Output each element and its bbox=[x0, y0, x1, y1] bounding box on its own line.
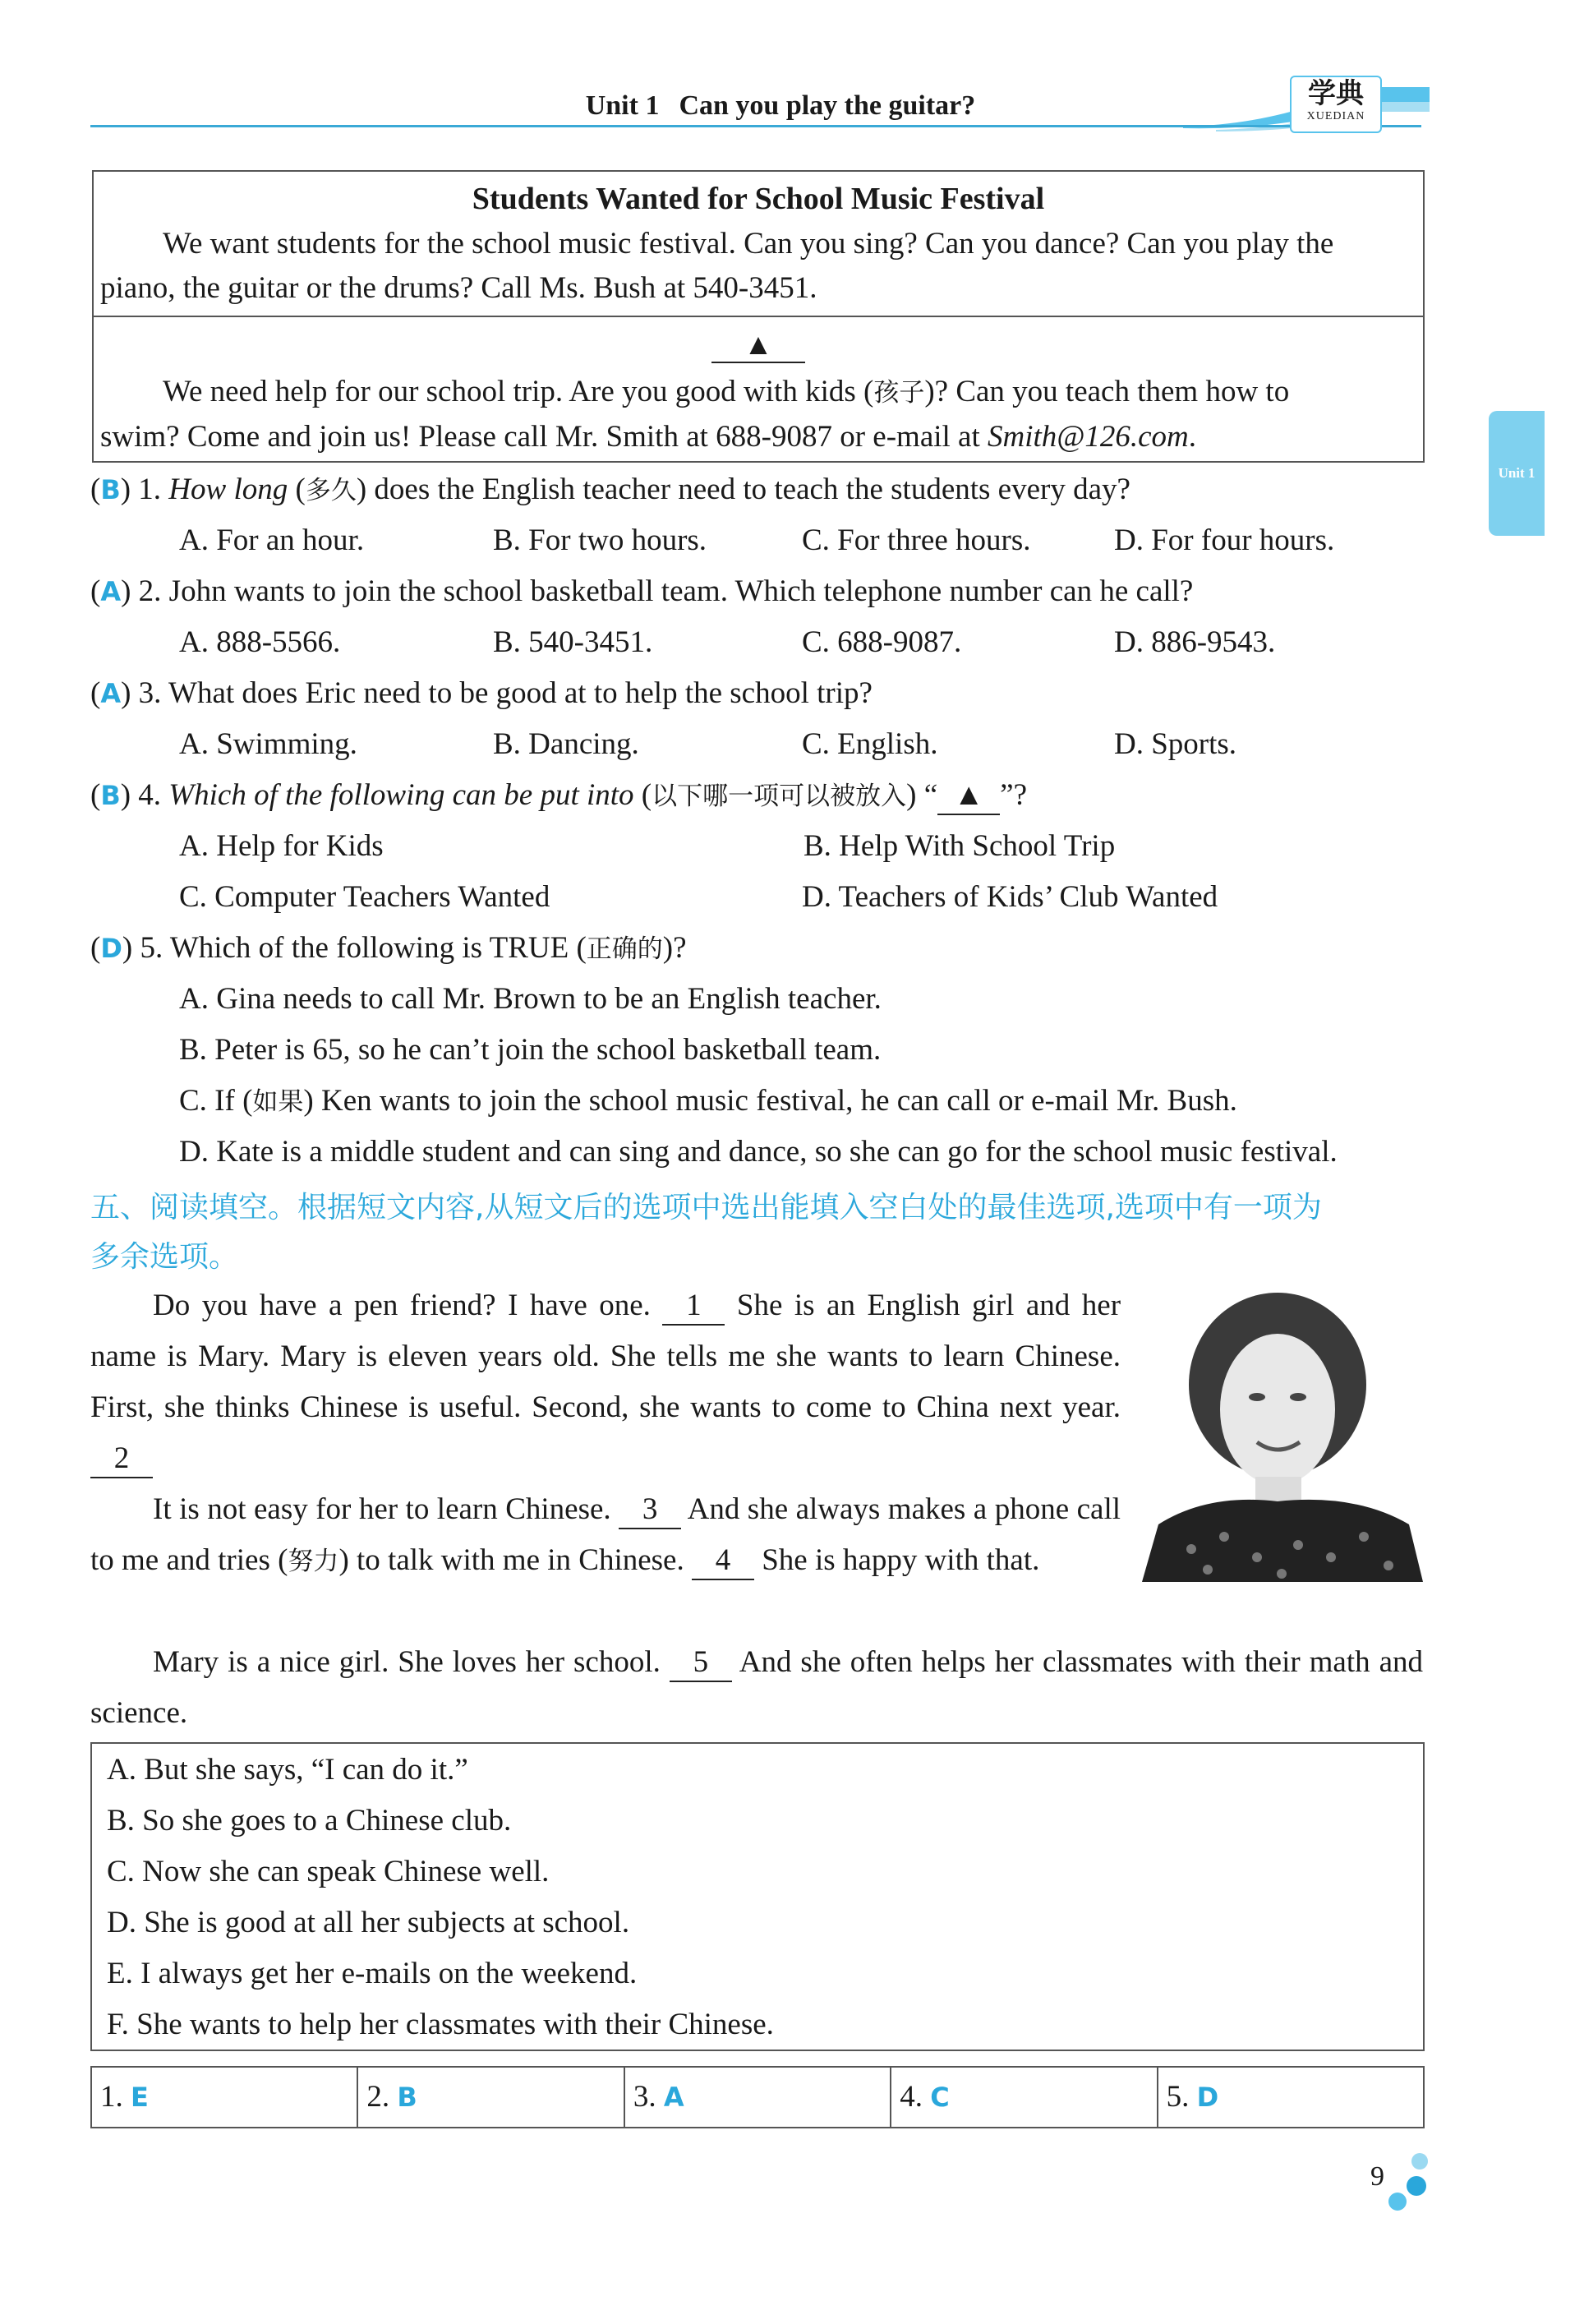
blank-4: 4 bbox=[692, 1542, 754, 1580]
choice-d: D. She is good at all her subjects at school. bbox=[107, 1906, 630, 1939]
section-5-title-line1: 五、阅读填空。根据短文内容,从短文后的选项中选出能填入空白处的最佳选项,选项中有一项为 bbox=[90, 1191, 1322, 1224]
question-number: 4. bbox=[138, 778, 162, 812]
p2b: And she always makes a phone call to me and tries ( bbox=[90, 1492, 1121, 1577]
question-number: 2. bbox=[138, 574, 162, 608]
answer-cell bbox=[625, 2068, 891, 2127]
answer-cell bbox=[358, 2068, 624, 2127]
question-2: (A) 2. John wants to join the school basketball team. Which telephone number can he call? bbox=[90, 574, 1194, 608]
passage-para-3 bbox=[90, 1637, 1423, 1739]
p2c: ) to talk with me in Chinese. bbox=[338, 1543, 684, 1577]
answer-5: D bbox=[100, 933, 122, 964]
brand-en: XUEDIAN bbox=[1306, 110, 1365, 122]
p2-cn: 努力 bbox=[288, 1547, 339, 1576]
ad2-line1a: We need help for our school trip. Are you good with kids ( bbox=[163, 375, 874, 408]
ad1-line2: piano, the guitar or the drums? Call Ms. Bush at 540-3451. bbox=[100, 271, 817, 305]
brand-cn: 学典 bbox=[1308, 77, 1364, 110]
q2-option-c: C. 688-9087. bbox=[802, 625, 962, 659]
ad2-line2b: . bbox=[1188, 420, 1196, 454]
answer-cell bbox=[891, 2068, 1158, 2127]
q2-option-a: A. 888-5566. bbox=[179, 625, 341, 659]
ad1-line1: We want students for the school music festival. Can you sing? Can you dance? Can you play the bbox=[163, 227, 1334, 261]
ad2-body bbox=[100, 370, 1415, 459]
ad2-email: Smith@126.com bbox=[988, 420, 1189, 454]
passage-para-2 bbox=[90, 1484, 1121, 1587]
unit-label: Unit 1 bbox=[585, 90, 660, 121]
question-3-stem: What does Eric need to be good at to help the school trip? bbox=[168, 676, 873, 710]
girl-portrait-image bbox=[1142, 1286, 1423, 1582]
q1-option-d: D. For four hours. bbox=[1114, 523, 1335, 557]
q4-option-d: D. Teachers of Kids’ Club Wanted bbox=[802, 880, 1218, 914]
question-1-italic: How long bbox=[168, 473, 288, 506]
ad1-title: Students Wanted for School Music Festival bbox=[472, 182, 1045, 216]
question-5-stem-a: Which of the following is TRUE ( bbox=[169, 931, 587, 965]
question-number: 5. bbox=[140, 931, 163, 965]
p1a: Do you have a pen friend? I have one. bbox=[153, 1289, 651, 1322]
ad1-body bbox=[100, 222, 1415, 311]
q5-option-c bbox=[179, 1083, 1237, 1120]
q5-option-c-rest: ) Ken wants to join the school music festival, he can call or e-mail Mr. Bush. bbox=[303, 1084, 1237, 1118]
answer-1: B bbox=[100, 474, 121, 505]
question-number: 1. bbox=[138, 473, 162, 506]
section-5-title bbox=[90, 1183, 1438, 1282]
q2-option-b: B. 540-3451. bbox=[493, 625, 653, 659]
answer-cell-num: 4. bbox=[900, 2080, 923, 2114]
answer-table bbox=[90, 2066, 1425, 2128]
q5-option-c-cn: 如果 bbox=[252, 1087, 304, 1117]
q2-option-d: D. 886-9543. bbox=[1114, 625, 1276, 659]
question-3: (A) 3. What does Eric need to be good at to help the school trip? bbox=[90, 676, 873, 710]
p2d: She is happy with that. bbox=[762, 1543, 1040, 1577]
answer-4: B bbox=[100, 780, 121, 811]
question-5-stem-b: )? bbox=[662, 931, 687, 965]
unit-title: Can you play the guitar? bbox=[679, 90, 976, 121]
q4-option-b: B. Help With School Trip bbox=[804, 829, 1116, 863]
ad2-line1b: )? Can you teach them how to bbox=[924, 375, 1290, 408]
page-header-title bbox=[493, 90, 1068, 122]
answer-cell-val: D bbox=[1196, 2082, 1219, 2113]
choice-a: A. But she says, “I can do it.” bbox=[107, 1753, 468, 1787]
q3-option-c: C. English. bbox=[802, 727, 938, 761]
q1-option-a: A. For an hour. bbox=[179, 523, 365, 557]
q4-option-c: C. Computer Teachers Wanted bbox=[179, 880, 550, 914]
section-5-title-line2: 多余选项。 bbox=[90, 1240, 239, 1274]
q4-option-a: A. Help for Kids bbox=[179, 829, 384, 863]
question-1-cn: 多久 bbox=[305, 476, 357, 505]
question-5: (D) 5. Which of the following is TRUE (正确的)? bbox=[90, 931, 687, 965]
answer-cell-num: 1. bbox=[100, 2080, 123, 2114]
passage-para-1 bbox=[90, 1280, 1121, 1484]
question-4-end: ? bbox=[1013, 778, 1027, 812]
answer-3: A bbox=[100, 678, 122, 709]
choice-c: C. Now she can speak Chinese well. bbox=[107, 1855, 550, 1888]
blank-5: 5 bbox=[670, 1644, 732, 1682]
answer-cell-val: C bbox=[930, 2082, 950, 2113]
blank-3: 3 bbox=[619, 1492, 681, 1529]
blank-2: 2 bbox=[90, 1441, 153, 1478]
choice-f: F. She wants to help her classmates with their Chinese. bbox=[107, 2008, 774, 2041]
answer-cell-num: 2. bbox=[366, 2080, 390, 2114]
p2a: It is not easy for her to learn Chinese. bbox=[153, 1492, 611, 1526]
question-2-stem: John wants to join the school basketball team. Which telephone number can he call? bbox=[168, 574, 1194, 608]
question-4-cn: 以下哪一项可以被放入 bbox=[652, 782, 907, 811]
brand-logo bbox=[1290, 76, 1382, 133]
answer-cell-val: A bbox=[663, 2082, 684, 2113]
ad2-line2a: swim? Come and join us! Please call Mr. Smith at 688-9087 or e-mail at bbox=[100, 420, 988, 454]
q3-option-a: A. Swimming. bbox=[179, 727, 357, 761]
side-tab-label: Unit 1 bbox=[1498, 465, 1536, 481]
question-5-cn: 正确的 bbox=[586, 934, 663, 964]
q1-option-b: B. For two hours. bbox=[493, 523, 707, 557]
question-1-stem: does the English teacher need to teach the students every day? bbox=[374, 473, 1130, 506]
q3-option-b: B. Dancing. bbox=[493, 727, 639, 761]
answer-cell-val: B bbox=[397, 2082, 417, 2113]
choice-e: E. I always get her e-mails on the weekend. bbox=[107, 1957, 638, 1990]
p1b: She is an English girl and her name is Mary. Mary is eleven years old. She tells me she wants to learn Chinese. First, she thinks Chinese is useful. Second, she wants to come to China next year. bbox=[90, 1289, 1121, 1424]
question-4-italic: Which of the following can be put into bbox=[168, 778, 634, 812]
decor-dot bbox=[1407, 2176, 1426, 2196]
question-number: 3. bbox=[138, 676, 162, 710]
q5-option-b: B. Peter is 65, so he can’t join the school basketball team. bbox=[179, 1033, 882, 1067]
page-number: 9 bbox=[1370, 2161, 1384, 2192]
answer-cell-val: E bbox=[131, 2082, 149, 2113]
answer-2: A bbox=[100, 576, 122, 607]
decor-dot bbox=[1411, 2153, 1428, 2170]
q3-option-d: D. Sports. bbox=[1114, 727, 1237, 761]
decor-dot bbox=[1388, 2193, 1407, 2211]
question-4-blank: ▲ bbox=[937, 777, 1000, 815]
answer-cell-num: 3. bbox=[633, 2080, 656, 2114]
question-1: (B) 1. How long (多久) does the English teacher need to teach the students every day? bbox=[90, 473, 1130, 506]
q5-option-a: A. Gina needs to call Mr. Brown to be an English teacher. bbox=[179, 982, 882, 1016]
q5-option-d: D. Kate is a middle student and can sing and dance, so she can go for the school music festival. bbox=[179, 1135, 1338, 1169]
choices-box bbox=[90, 1742, 1425, 2051]
q5-option-c-a: C. If ( bbox=[179, 1084, 253, 1118]
header-rule bbox=[90, 125, 1421, 127]
p3b: And she often helps her classmates with their math and science. bbox=[90, 1645, 1423, 1730]
question-4: (B) 4. Which of the following can be put into (以下哪一项可以被放入) “ ▲ ”? bbox=[90, 777, 1438, 815]
answer-cell bbox=[92, 2068, 358, 2127]
answer-cell-num: 5. bbox=[1166, 2080, 1190, 2114]
notice-divider bbox=[92, 316, 1425, 317]
answer-cell bbox=[1158, 2068, 1423, 2127]
choice-b: B. So she goes to a Chinese club. bbox=[107, 1804, 512, 1838]
p3a: Mary is a nice girl. She loves her school. bbox=[153, 1645, 661, 1679]
blank-1: 1 bbox=[662, 1288, 725, 1326]
q1-option-c: C. For three hours. bbox=[802, 523, 1031, 557]
ad2-title-blank: ▲ bbox=[711, 327, 805, 363]
ad2-line1-cn: 孩子 bbox=[873, 378, 925, 408]
